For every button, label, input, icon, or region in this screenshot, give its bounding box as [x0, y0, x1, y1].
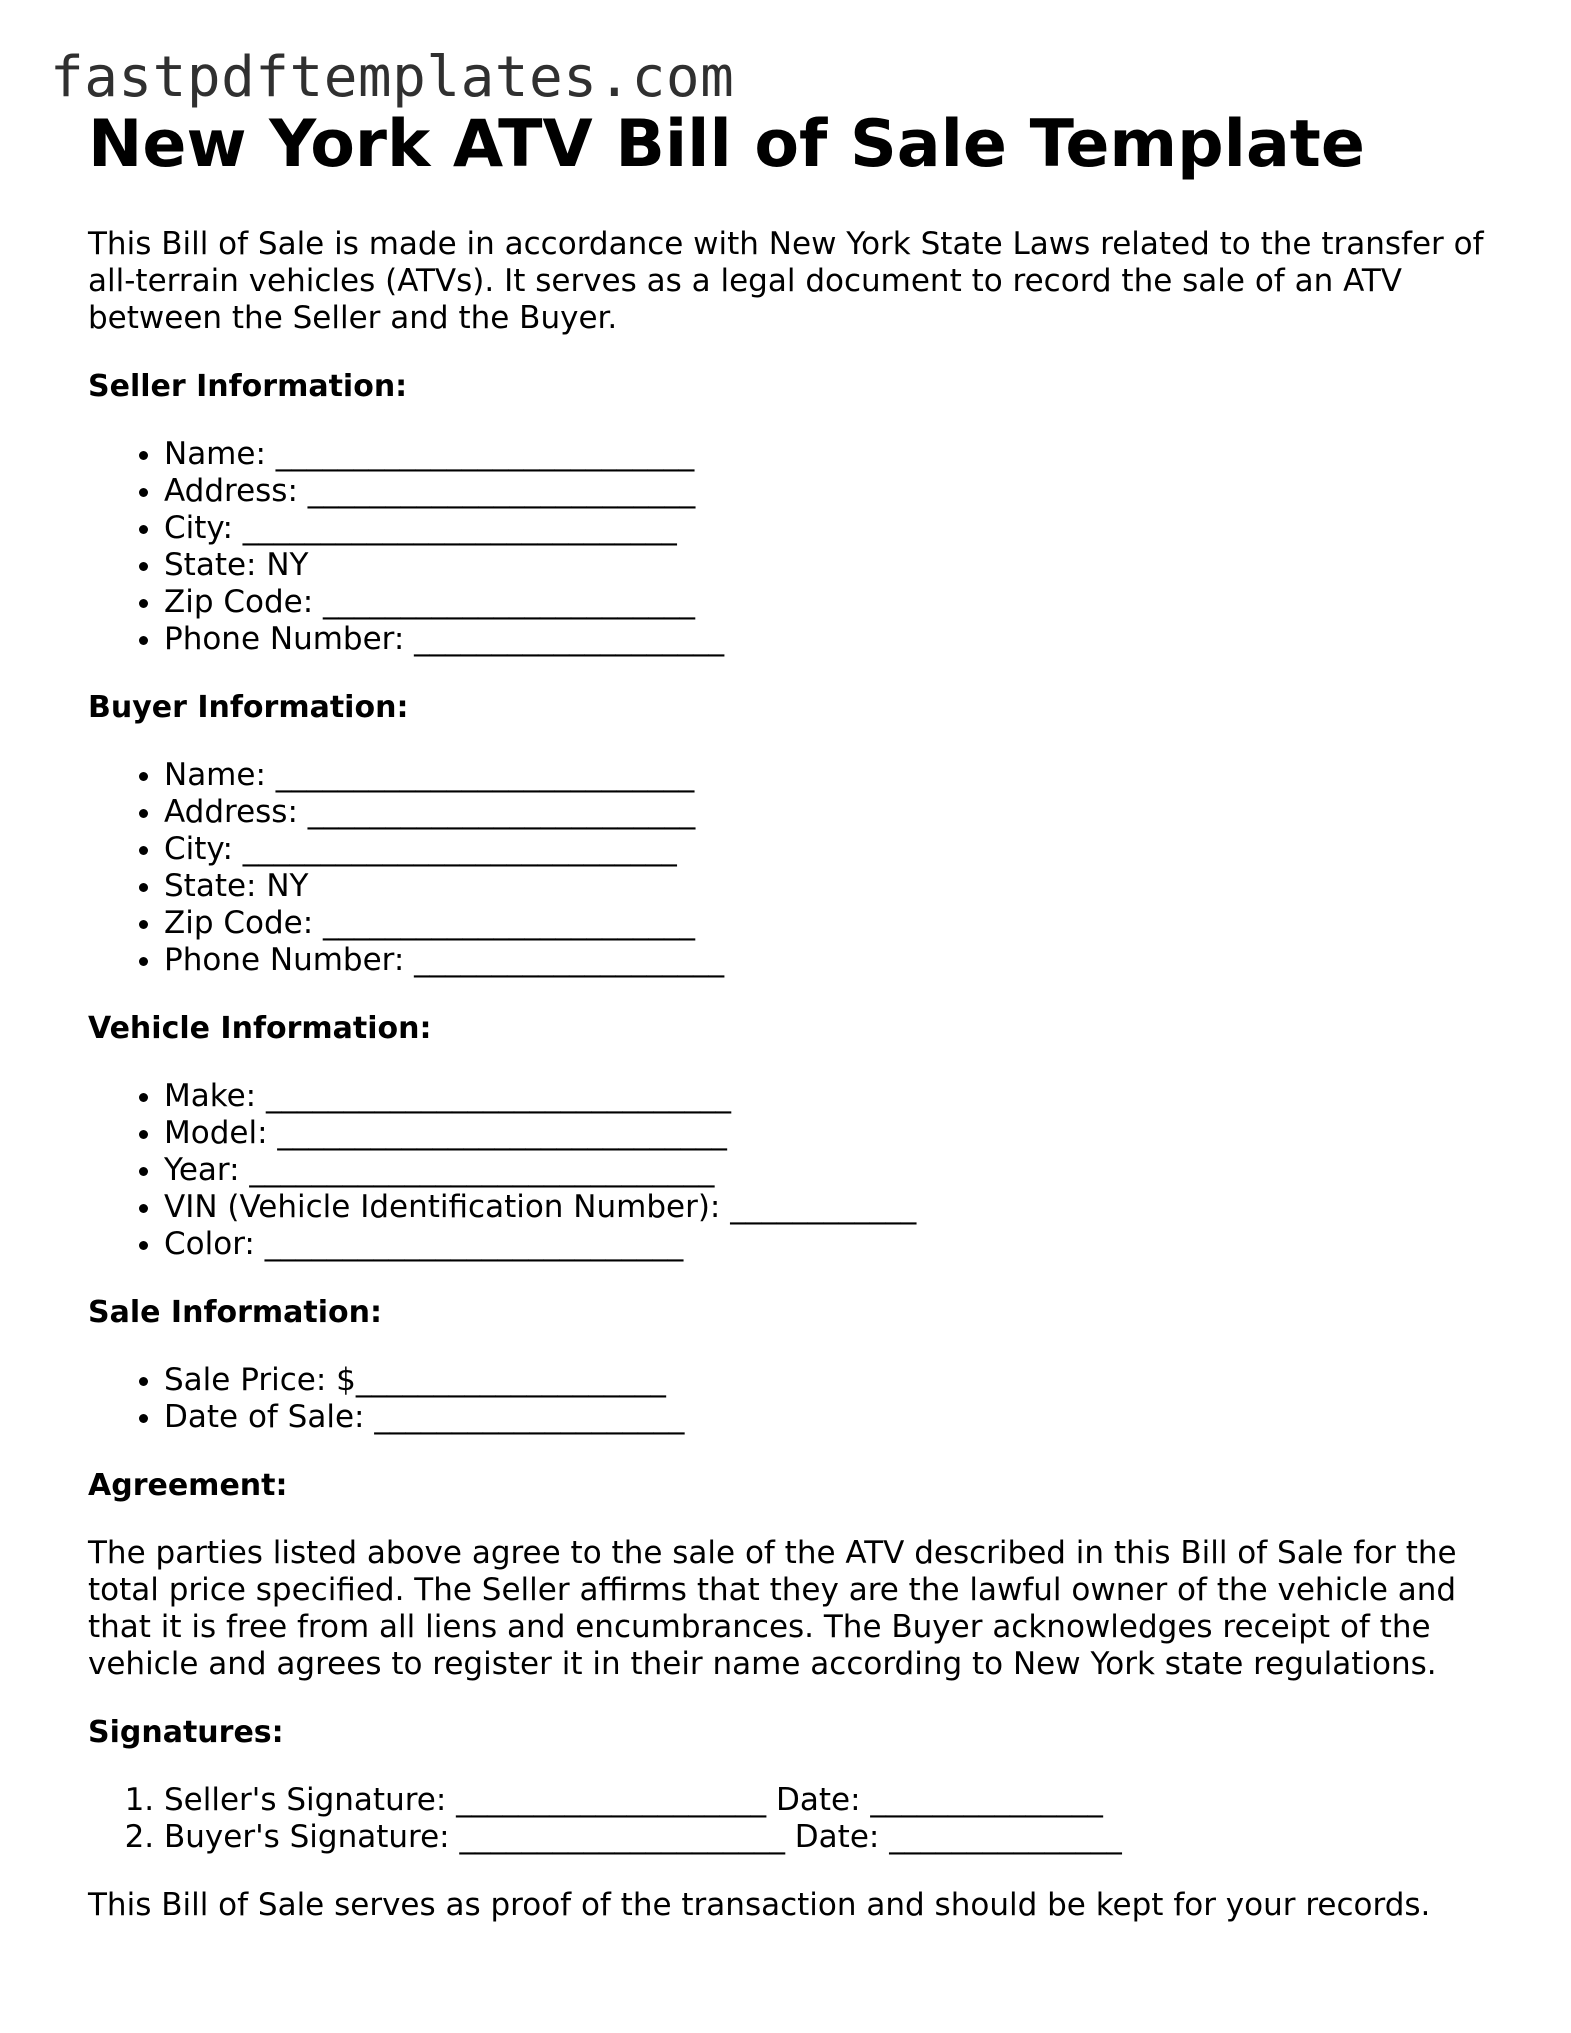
vehicle-heading: Vehicle Information: — [88, 1011, 432, 1046]
seller-phone-field: • Phone Number: ____________________ — [164, 621, 1508, 658]
seller-list — [88, 436, 1508, 658]
vehicle-list — [88, 1078, 1508, 1263]
vehicle-color-field: • Color: ___________________________ — [164, 1226, 1508, 1263]
buyer-address-field: • Address: _________________________ — [164, 794, 1508, 831]
agreement-paragraph: The parties listed above agree to the sale of the ATV described in this Bill of Sale for the total price specified. The Seller affirms that they are the lawful owner of the vehicle and that it is free from all liens and encumbrances. The Buyer acknowledges receipt of the vehicle and agrees to register it in their name according to New York state regulations. — [88, 1535, 1457, 1682]
buyer-zip-field: • Zip Code: ________________________ — [164, 905, 1508, 942]
vehicle-make-field: • Make: ______________________________ — [164, 1078, 1508, 1115]
page-title: New York ATV Bill of Sale Template — [88, 107, 1365, 182]
watermark: fastpdftemplates.com — [50, 45, 735, 110]
buyer-city-field: • City: ____________________________ — [164, 831, 1508, 868]
closing-paragraph: This Bill of Sale serves as proof of the transaction and should be kept for your records. — [88, 1887, 1431, 1923]
signatures-list — [88, 1782, 1508, 1856]
sale-price-field: • Sale Price: $____________________ — [164, 1362, 1508, 1399]
sale-list — [88, 1362, 1508, 1436]
vehicle-vin-field: • VIN (Vehicle Identification Number): ____________ — [164, 1189, 1508, 1226]
buyer-name-field: • Name: ___________________________ — [164, 757, 1508, 794]
seller-signature-line: 1. Seller's Signature: ____________________ Date: _______________ — [164, 1782, 1508, 1819]
buyer-phone-field: • Phone Number: ____________________ — [164, 942, 1508, 979]
sale-heading: Sale Information: — [88, 1295, 382, 1330]
seller-zip-field: • Zip Code: ________________________ — [164, 584, 1508, 621]
buyer-heading: Buyer Information: — [88, 690, 409, 725]
sale-date-field: • Date of Sale: ____________________ — [164, 1399, 1508, 1436]
seller-address-field: • Address: _________________________ — [164, 473, 1508, 510]
vehicle-model-field: • Model: _____________________________ — [164, 1115, 1508, 1152]
document-body — [88, 226, 1508, 1924]
signatures-heading: Signatures: — [88, 1715, 284, 1750]
buyer-signature-line: 2. Buyer's Signature: _____________________ Date: _______________ — [164, 1819, 1508, 1856]
seller-city-field: • City: ____________________________ — [164, 510, 1508, 547]
vehicle-year-field: • Year: ______________________________ — [164, 1152, 1508, 1189]
buyer-state-field: • State: NY — [164, 868, 1508, 905]
buyer-list — [88, 757, 1508, 979]
seller-name-field: • Name: ___________________________ — [164, 436, 1508, 473]
seller-heading: Seller Information: — [88, 369, 408, 404]
seller-state-field: • State: NY — [164, 547, 1508, 584]
intro-paragraph: This Bill of Sale is made in accordance with New York State Laws related to the transfer of all-terrain vehicles (ATVs). It serves as a legal document to record the sale of an ATV between the Seller and the Buyer. — [88, 226, 1484, 336]
agreement-heading: Agreement: — [88, 1468, 288, 1503]
